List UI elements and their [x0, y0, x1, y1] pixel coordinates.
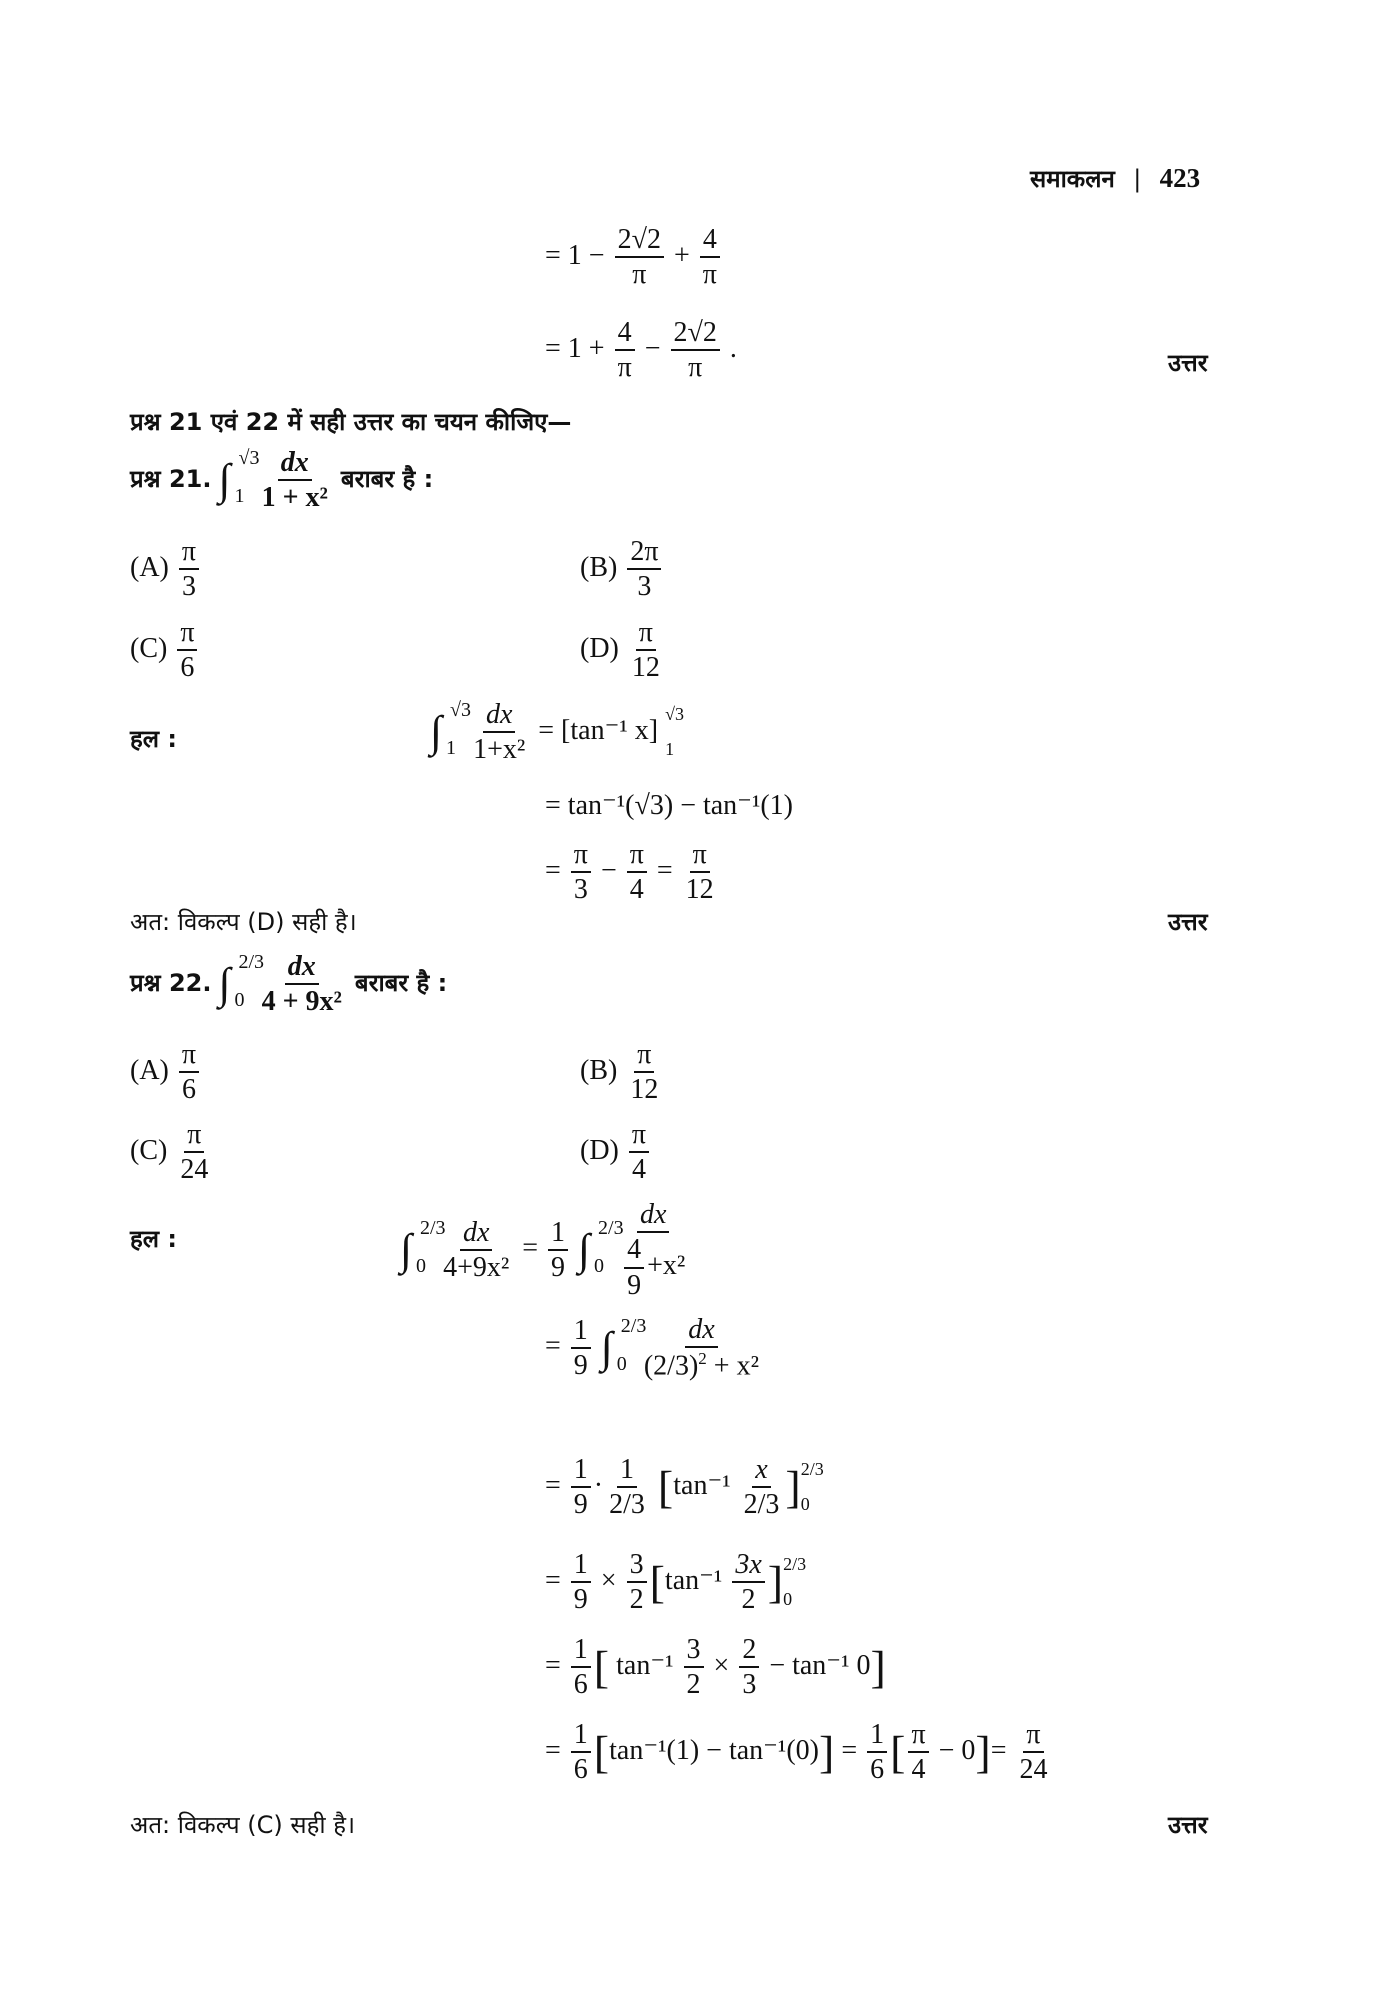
answer-label: उत्तर	[1168, 908, 1208, 936]
q22-conclusion: अत: विकल्प (C) सही है।	[130, 1811, 356, 1839]
fraction: $\frac{4}{\pi}$	[700, 225, 720, 290]
question-suffix: बराबर है :	[354, 968, 448, 997]
answer-label: उत्तर	[1168, 349, 1208, 377]
period: .	[729, 332, 737, 364]
q21-step-2: = tan⁻¹(√3) − tan⁻¹(1)	[545, 790, 794, 821]
prev-step-2	[545, 318, 737, 383]
question-suffix: बराबर है :	[340, 464, 434, 493]
solution-label: हल :	[130, 725, 177, 753]
q22-step-2: = $\frac{1}{9}$ ∫ 2/3 0 $\frac{dx}{(2/3)^2 + x^2}$	[545, 1314, 759, 1382]
question-label: प्रश्न 21.	[130, 464, 212, 493]
q22-step-4: = $\frac{1}{9}$ × $\frac{3}{2}$ [tan⁻¹ $\frac{3x}{2}$ ] 2/3 0	[545, 1549, 807, 1616]
instruction-heading: प्रश्न 21 एवं 22 में सही उत्तर का चयन कीजिए—	[130, 408, 572, 436]
question-22	[130, 952, 447, 1017]
operator: −	[644, 332, 661, 364]
term: 1 +	[567, 332, 605, 364]
q22-option-d: (D) $\frac{\pi}{4}$	[580, 1120, 652, 1185]
integrand: $\frac{dx}{\text{1 + x²}}$	[261, 447, 328, 514]
answer-label: उत्तर	[1168, 1811, 1208, 1839]
fraction: $\frac{2√2}{\pi}$	[671, 318, 720, 383]
q21-option-d: (D) $\frac{\pi}{12}$	[580, 617, 660, 684]
q21-option-b: (B) $\frac{2\pi}{3}$	[580, 537, 664, 602]
page-number: 423	[1159, 163, 1201, 193]
prev-step-1	[545, 225, 723, 290]
solution-label: हल :	[130, 1225, 177, 1253]
integral-sign: ∫ √3 1	[218, 447, 260, 508]
q22-step-6: = $\frac{1}{6}$ [tan⁻¹(1) − tan⁻¹(0)] = $\frac{1}{6}$ [ $\frac{\pi}{4}$ − 0]= $\frac{\pi}{24}$	[545, 1719, 1048, 1786]
integral-sign: ∫ 2/3 0	[218, 951, 265, 1012]
q22-option-a: (A) $\frac{\pi}{6}$	[130, 1040, 202, 1105]
q21-option-a: (A) $\frac{\pi}{3}$	[130, 537, 202, 602]
q21-conclusion: अत: विकल्प (D) सही है।	[130, 908, 357, 936]
q22-option-c: (C) $\frac{\pi}{24}$	[130, 1119, 209, 1186]
fraction: $\frac{4}{\pi}$	[615, 318, 635, 383]
q21-step-1: ∫ √3 1 $\frac{dx}{\text{1+x²}}$ = [tan⁻¹ x] √3 1	[430, 699, 684, 766]
q21-option-c: (C) $\frac{\pi}{6}$	[130, 618, 200, 683]
header-separator: |	[1133, 165, 1142, 193]
question-21	[130, 448, 433, 513]
integrand: $\frac{dx}{\text{4 + 9x²}}$	[261, 951, 342, 1018]
q22-step-5: = $\frac{1}{6}$ [ tan⁻¹ $\frac{3}{2}$ × $\frac{2}{3}$ − tan⁻¹ 0]	[545, 1634, 886, 1701]
question-label: प्रश्न 22.	[130, 968, 212, 997]
q22-option-b: (B) $\frac{\pi}{12}$	[580, 1039, 659, 1106]
page-header	[1030, 162, 1200, 195]
operator: +	[673, 239, 690, 271]
q22-step-3: = $\frac{1}{9}$ · $\frac{1}{2/3}$ [tan⁻¹ $\frac{x}{2/3}$ ] 2/3 0	[545, 1454, 824, 1521]
fraction: $\frac{2√2}{\pi}$	[615, 225, 664, 290]
chapter-title: समाकलन	[1030, 165, 1115, 193]
q21-step-3: = $\frac{\pi}{3}$ − $\frac{\pi}{4}$ = $\frac{\pi}{12}$	[545, 839, 714, 906]
equals: =	[545, 332, 561, 364]
term: 1 −	[567, 239, 605, 271]
q22-step-1: ∫ 2/3 0 $\frac{dx}{\text{4+9x²}}$ = $\frac{1}{9}$ ∫ 2/3 0 dx $\frac{4}{9}$ +x²	[400, 1199, 686, 1301]
equals: =	[545, 239, 561, 271]
